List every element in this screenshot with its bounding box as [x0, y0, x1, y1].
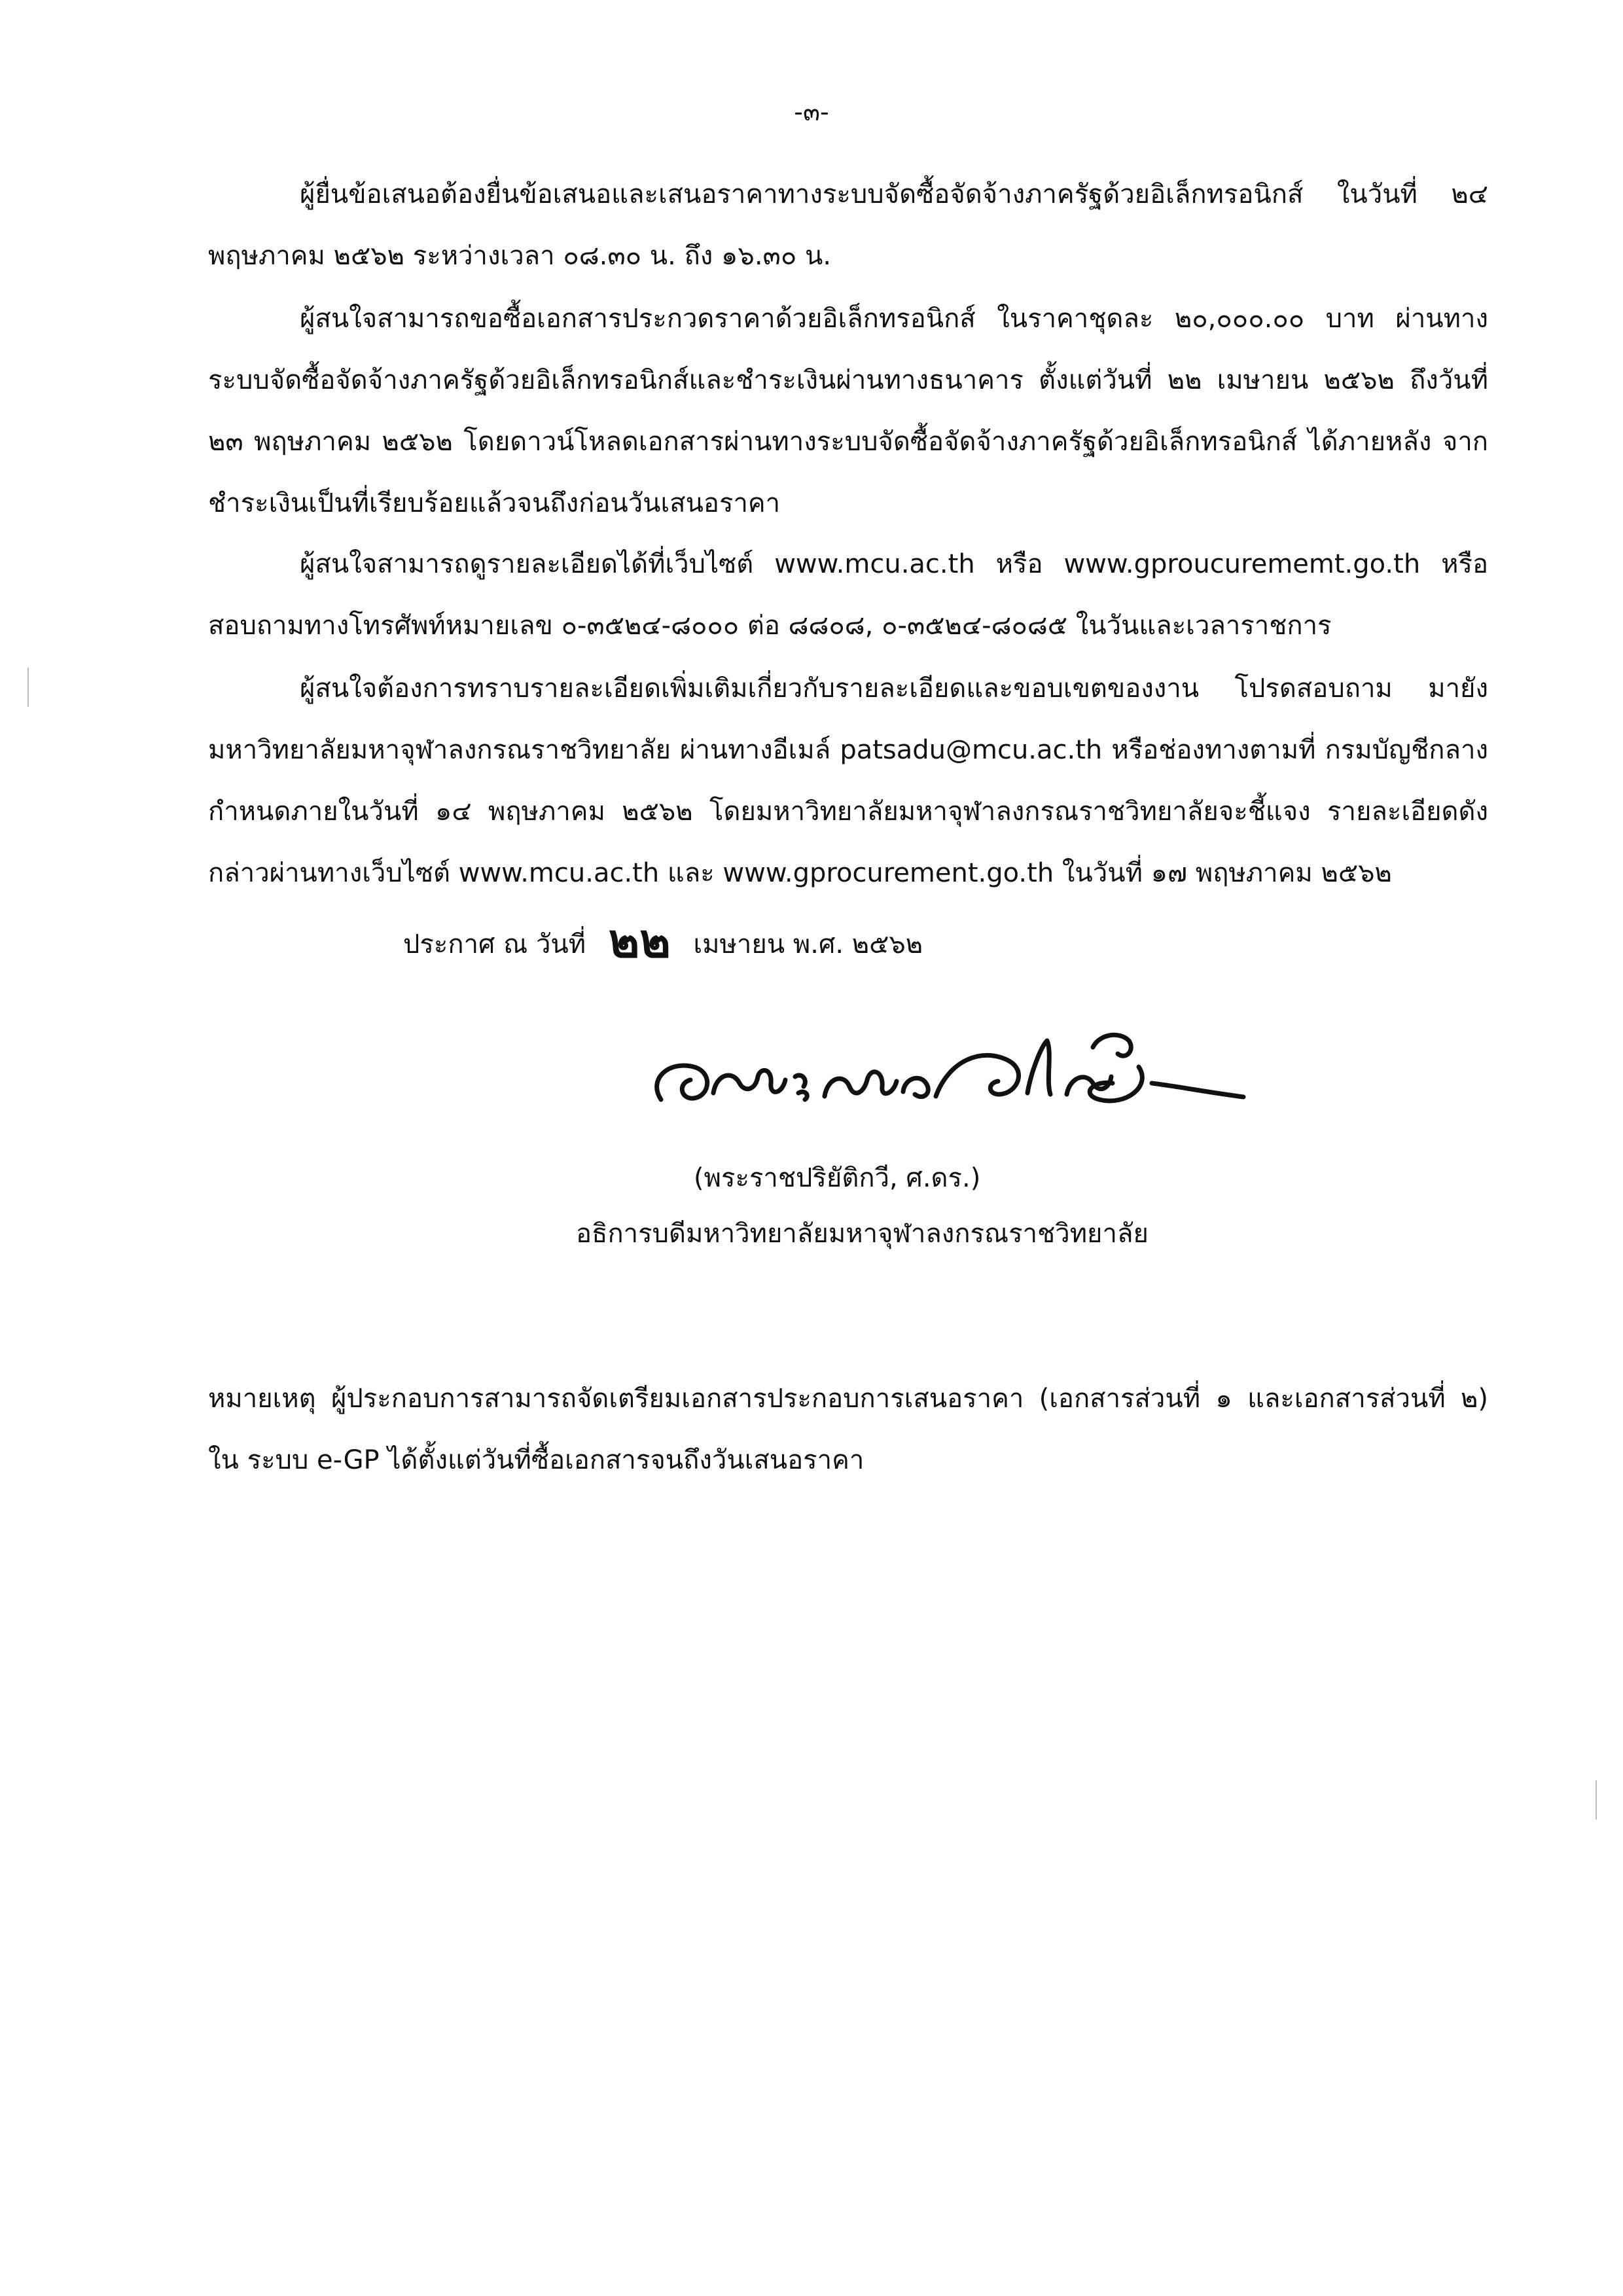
announcement-day: ๒๒ — [608, 912, 671, 968]
paragraph-contact-website: ผู้สนใจสามารถดูรายละเอียดได้ที่เว็บไซต์ www.mcu.ac.th หรือ www.gproucurememt.go.th หรือ สอบถามทางโทรศัพท์หมายเลข ๐-๓๕๒๔-๘๐๐๐ ต่อ ๘๘๐๘, ๐-๓๕๒๔-๘๐๘๕ ในวันและเวลาราชการ — [208, 549, 1488, 641]
scan-margin-mark — [1596, 1780, 1597, 1820]
scan-margin-mark — [27, 668, 29, 707]
signature — [641, 1021, 1263, 1132]
signer-title: อธิการบดีมหาวิทยาลัยมหาจุฬาลงกรณราชวิทยาลัย — [576, 1219, 1149, 1249]
paragraph-document-purchase: ผู้สนใจสามารถขอซื้อเอกสารประกวดราคาด้วยอิเล็กทรอนิกส์ ในราคาชุดละ ๒๐,๐๐๐.๐๐ บาท ผ่านทาง ระบบจัดซื้อจัดจ้างภาครัฐด้วยอิเล็กทรอนิกส์และชำระเงินผ่านทางธนาคาร ตั้งแต่วันที่ ๒๒ เมษายน ๒๕๖๒ ถึงวันที่ ๒๓ พฤษภาคม ๒๕๖๒ โดยดาวน์โหลดเอกสารผ่านทางระบบจัดซื้อจัดจ้างภาครัฐด้วยอิเล็กทรอนิกส์ ได้ภายหลัง จากชำระเงินเป็นที่เรียบร้อยแล้วจนถึงก่อนวันเสนอราคา — [208, 304, 1488, 518]
paragraph-inquiry: ผู้สนใจต้องการทราบรายละเอียดเพิ่มเติมเกี่ยวกับรายละเอียดและขอบเขตของงาน โปรดสอบถาม มายัง มหาวิทยาลัยมหาจุฬาลงกรณราชวิทยาลัย ผ่านทางอีเมล์ patsadu@mcu.ac.th หรือช่องทางตามที่ กรมบัญชีกลางกำหนดภายในวันที่ ๑๔ พฤษภาคม ๒๕๖๒ โดยมหาวิทยาลัยมหาจุฬาลงกรณราชวิทยาลัยจะชี้แจง รายละเอียดดังกล่าวผ่านทางเว็บไซต์ www.mcu.ac.th และ www.gprocurement.go.th ในวันที่ ๑๗ พฤษภาคม ๒๕๖๒ — [208, 673, 1488, 888]
announcement-date-line — [403, 914, 923, 975]
note-paragraph: หมายเหตุ ผู้ประกอบการสามารถจัดเตรียมเอกสารประกอบการเสนอราคา (เอกสารส่วนที่ ๑ และเอกสารส่วนที่ ๒) ใน ระบบ e-GP ได้ตั้งแต่วันที่ซื้อเอกสารจนถึงวันเสนอราคา — [208, 1384, 1488, 1475]
announcement-suffix: เมษายน พ.ศ. ๒๕๖๒ — [693, 929, 923, 960]
page-number: -๓- — [794, 98, 829, 126]
announcement-prefix: ประกาศ ณ วันที่ — [403, 929, 586, 960]
signer-name: (พระราชปริยัติกวี, ศ.ดร.) — [694, 1163, 981, 1193]
paragraph-submission: ผู้ยื่นข้อเสนอต้องยื่นข้อเสนอและเสนอราคาทางระบบจัดซื้อจัดจ้างภาครัฐด้วยอิเล็กทรอนิกส์ ในวันที่ ๒๔ พฤษภาคม ๒๕๖๒ ระหว่างเวลา ๐๘.๓๐ น. ถึง ๑๖.๓๐ น. — [208, 179, 1488, 271]
